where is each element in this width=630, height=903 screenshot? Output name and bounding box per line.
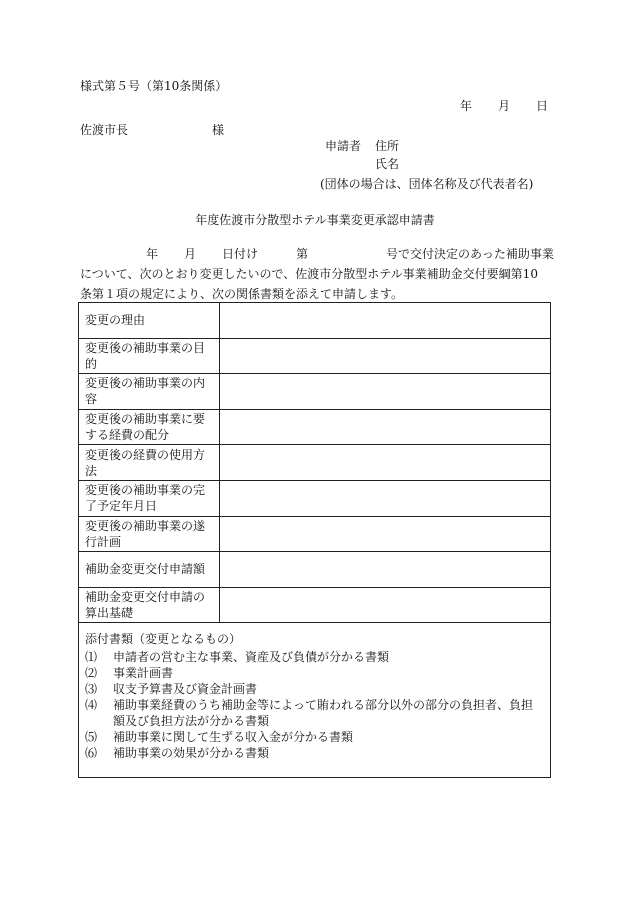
attachment-number: ⑶ <box>85 682 98 697</box>
row-label: 変更後の補助事業の遂行計画 <box>79 516 220 552</box>
row-label: 変更後の補助事業の内容 <box>79 374 220 410</box>
form-number: 様式第５号（第10条関係） <box>80 79 228 93</box>
applicant-note: (団体の場合は、団体名称及び代表者名) <box>320 177 534 191</box>
attachment-text: 事業計画書 <box>113 666 174 681</box>
table-row <box>79 480 551 516</box>
body-year: 年 <box>146 247 159 261</box>
attachment-number: ⑸ <box>85 730 98 745</box>
attachment-item <box>85 697 544 729</box>
document-title: 年度佐渡市分散型ホテル事業変更承認申請書 <box>195 213 435 227</box>
row-label: 変更後の経費の使用方法 <box>79 445 220 481</box>
row-value-field[interactable] <box>220 374 551 410</box>
row-value-field[interactable] <box>220 338 551 374</box>
table-row <box>79 303 551 339</box>
table-row <box>79 374 551 410</box>
attachment-item <box>85 745 544 761</box>
row-label: 変更後の補助事業の目的 <box>79 338 220 374</box>
recipient <box>80 122 225 138</box>
attachment-item <box>85 729 544 745</box>
table-row <box>79 445 551 481</box>
row-label: 変更後の補助事業に要する経費の配分 <box>79 409 220 445</box>
row-label: 補助金変更交付申請の算出基礎 <box>79 587 220 623</box>
body-line-3: 条第１項の規定により、次の関係書類を添えて申請します。 <box>80 287 404 301</box>
table-row <box>79 516 551 552</box>
body-month: 月 <box>184 247 197 261</box>
row-label: 補助金変更交付申請額 <box>79 552 220 588</box>
attachment-text: 補助事業経費のうち補助金等によって賄われる部分以外の部分の負担者、負担額及び負担方法が分かる書類 <box>113 698 534 729</box>
address-label: 住所 <box>375 139 400 153</box>
attachment-text: 補助事業の効果が分かる書類 <box>113 746 270 761</box>
attachments-row <box>79 623 551 778</box>
attachments-cell <box>79 623 551 778</box>
row-value-field[interactable] <box>220 303 551 339</box>
table-row <box>79 338 551 374</box>
recipient-honorific: 様 <box>212 123 225 137</box>
name-label: 氏名 <box>375 157 400 171</box>
attachment-text: 申請者の営む主な事業、資産及び負債が分かる書類 <box>113 650 390 665</box>
attachments-title: 添付書類（変更となるもの） <box>85 632 242 647</box>
applicant-label: 申請者 <box>325 139 362 153</box>
table-row <box>79 587 551 623</box>
attachment-number: ⑴ <box>85 650 98 665</box>
row-value-field[interactable] <box>220 516 551 552</box>
body-line-2: について、次のとおり変更したいので、佐渡市分散型ホテル事業補助金交付要綱第10 <box>80 267 538 281</box>
table-row <box>79 409 551 445</box>
date-day: 日 <box>536 99 549 113</box>
row-label: 変更の理由 <box>79 303 220 339</box>
body-line1-end: 号で交付決定のあった補助事業 <box>386 247 554 261</box>
table-row <box>79 552 551 588</box>
recipient-name: 佐渡市長 <box>80 123 129 137</box>
attachment-item <box>85 681 544 697</box>
attachment-number: ⑷ <box>85 698 98 713</box>
attachment-item <box>85 665 544 681</box>
body-dated: 日付け <box>222 247 259 261</box>
row-value-field[interactable] <box>220 480 551 516</box>
date-year: 年 <box>460 99 473 113</box>
attachment-text: 補助事業に関して生ずる収入金が分かる書類 <box>113 730 354 745</box>
application-table <box>78 302 551 778</box>
attachment-item <box>85 649 544 665</box>
date-month: 月 <box>498 99 511 113</box>
attachment-number: ⑵ <box>85 666 98 681</box>
row-value-field[interactable] <box>220 445 551 481</box>
row-value-field[interactable] <box>220 552 551 588</box>
body-number-prefix: 第 <box>296 247 309 261</box>
attachment-number: ⑹ <box>85 746 98 761</box>
row-value-field[interactable] <box>220 587 551 623</box>
attachment-text: 収支予算書及び資金計画書 <box>113 682 258 697</box>
row-value-field[interactable] <box>220 409 551 445</box>
row-label: 変更後の補助事業の完了予定年月日 <box>79 480 220 516</box>
